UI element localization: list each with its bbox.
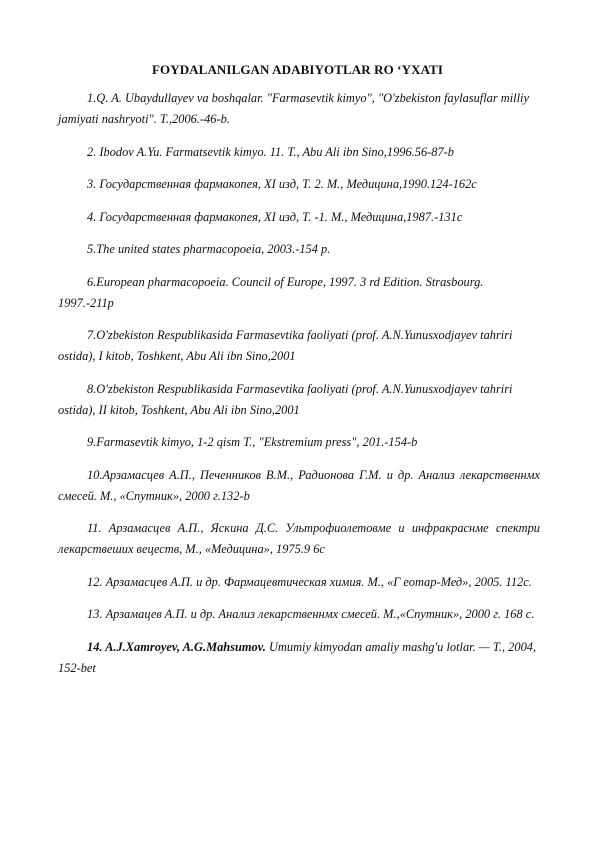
reference-item — [58, 239, 540, 260]
reference-item — [58, 142, 540, 163]
reference-item — [58, 325, 540, 367]
reference-item — [58, 379, 540, 421]
reference-item — [58, 465, 540, 507]
reference-item — [58, 432, 540, 453]
reference-text: 11. Арзамасцев А.П., Яскина Д.С. Ультрофиолетовме и инфракраснме спектри лекарствеших вецеств, М., «Медицина», 1975.9 6с — [58, 521, 540, 556]
reference-text: 13. Арзамацев А.П. и др. Анализ лекарственнмх смесей. М.,«Спутник», 2000 г. 168 с. — [87, 607, 535, 621]
reference-list — [58, 88, 540, 690]
reference-text: 8.O'zbekiston Respublikasida Farmasevtika faoliyati (prof. A.N.Yunusxodjayev tahriri ostida), II kitob, Toshkent, Abu Ali ibn Sino,2001 — [58, 381, 513, 417]
reference-item — [58, 88, 540, 130]
reference-text: 3. Государственная фармакопея, XI изд, Т. 2. М., Медицина,1990.124-162с — [87, 177, 477, 191]
reference-text: 6.European pharmacopoeia. Council of Europe, 1997. 3 rd Edition. Strasbourg. 1997.-211p — [58, 274, 484, 310]
reference-text: 7.O'zbekiston Respublikasida Farmasevtika faoliyati (prof. A.N.Yunusxodjayev tahriri ostida), I kitob, Toshkent, Abu Ali ibn Sino,2001 — [58, 328, 513, 363]
reference-item — [58, 604, 540, 625]
reference-text: Umumiy kimyodan amaliy mashg'u lotlar. — T., 2004, 152-bet — [58, 639, 537, 675]
reference-item — [58, 272, 540, 314]
reference-text: 9.Farmasevtik kimyo, 1-2 qism T., "Ekstremium press", 201.-154-b — [87, 435, 418, 449]
reference-text: 2. Ibodov A.Yu. Farmatsevtik kimyo. 11. T., Abu Ali ibn Sino,1996.56-87-b — [87, 144, 454, 159]
reference-text: 1.Q. A. Ubaydullayev va boshqalar. "Farmasevtik kimyo", "O'zbekiston faylasuflar milliy jamiyati nashryoti". T.,2006.-46-b. — [58, 91, 529, 126]
reference-text: 5.The united states pharmacopoeia, 2003.-154 p. — [87, 242, 331, 256]
reference-text: 12. Арзамасцев А.П. и др. Фармацевтическая химия. М., «Г еотар-Мед», 2005. 112с. — [87, 574, 532, 589]
page-title: FOYDALANILGAN ADABIYOTLAR RO ‘YXATI — [151, 62, 444, 77]
reference-item — [58, 518, 540, 560]
reference-item — [58, 637, 540, 679]
reference-text: 4. Государственная фармакопея, XI изд, Т. -1. М., Медицина,1987.-131с — [87, 209, 463, 224]
reference-text: 10.Арзамасцев А.П., Печенников В.М., Радионова Г.М. и др. Анализ лекарственнмх смесей. М., «Спутник», 2000 г.132-b — [58, 467, 540, 503]
reference-item — [58, 572, 540, 593]
reference-item — [58, 174, 540, 195]
reference-item — [58, 207, 540, 228]
reference-authors: 14. A.J.Xamroyev, A.G.Mahsumov. — [87, 639, 266, 654]
